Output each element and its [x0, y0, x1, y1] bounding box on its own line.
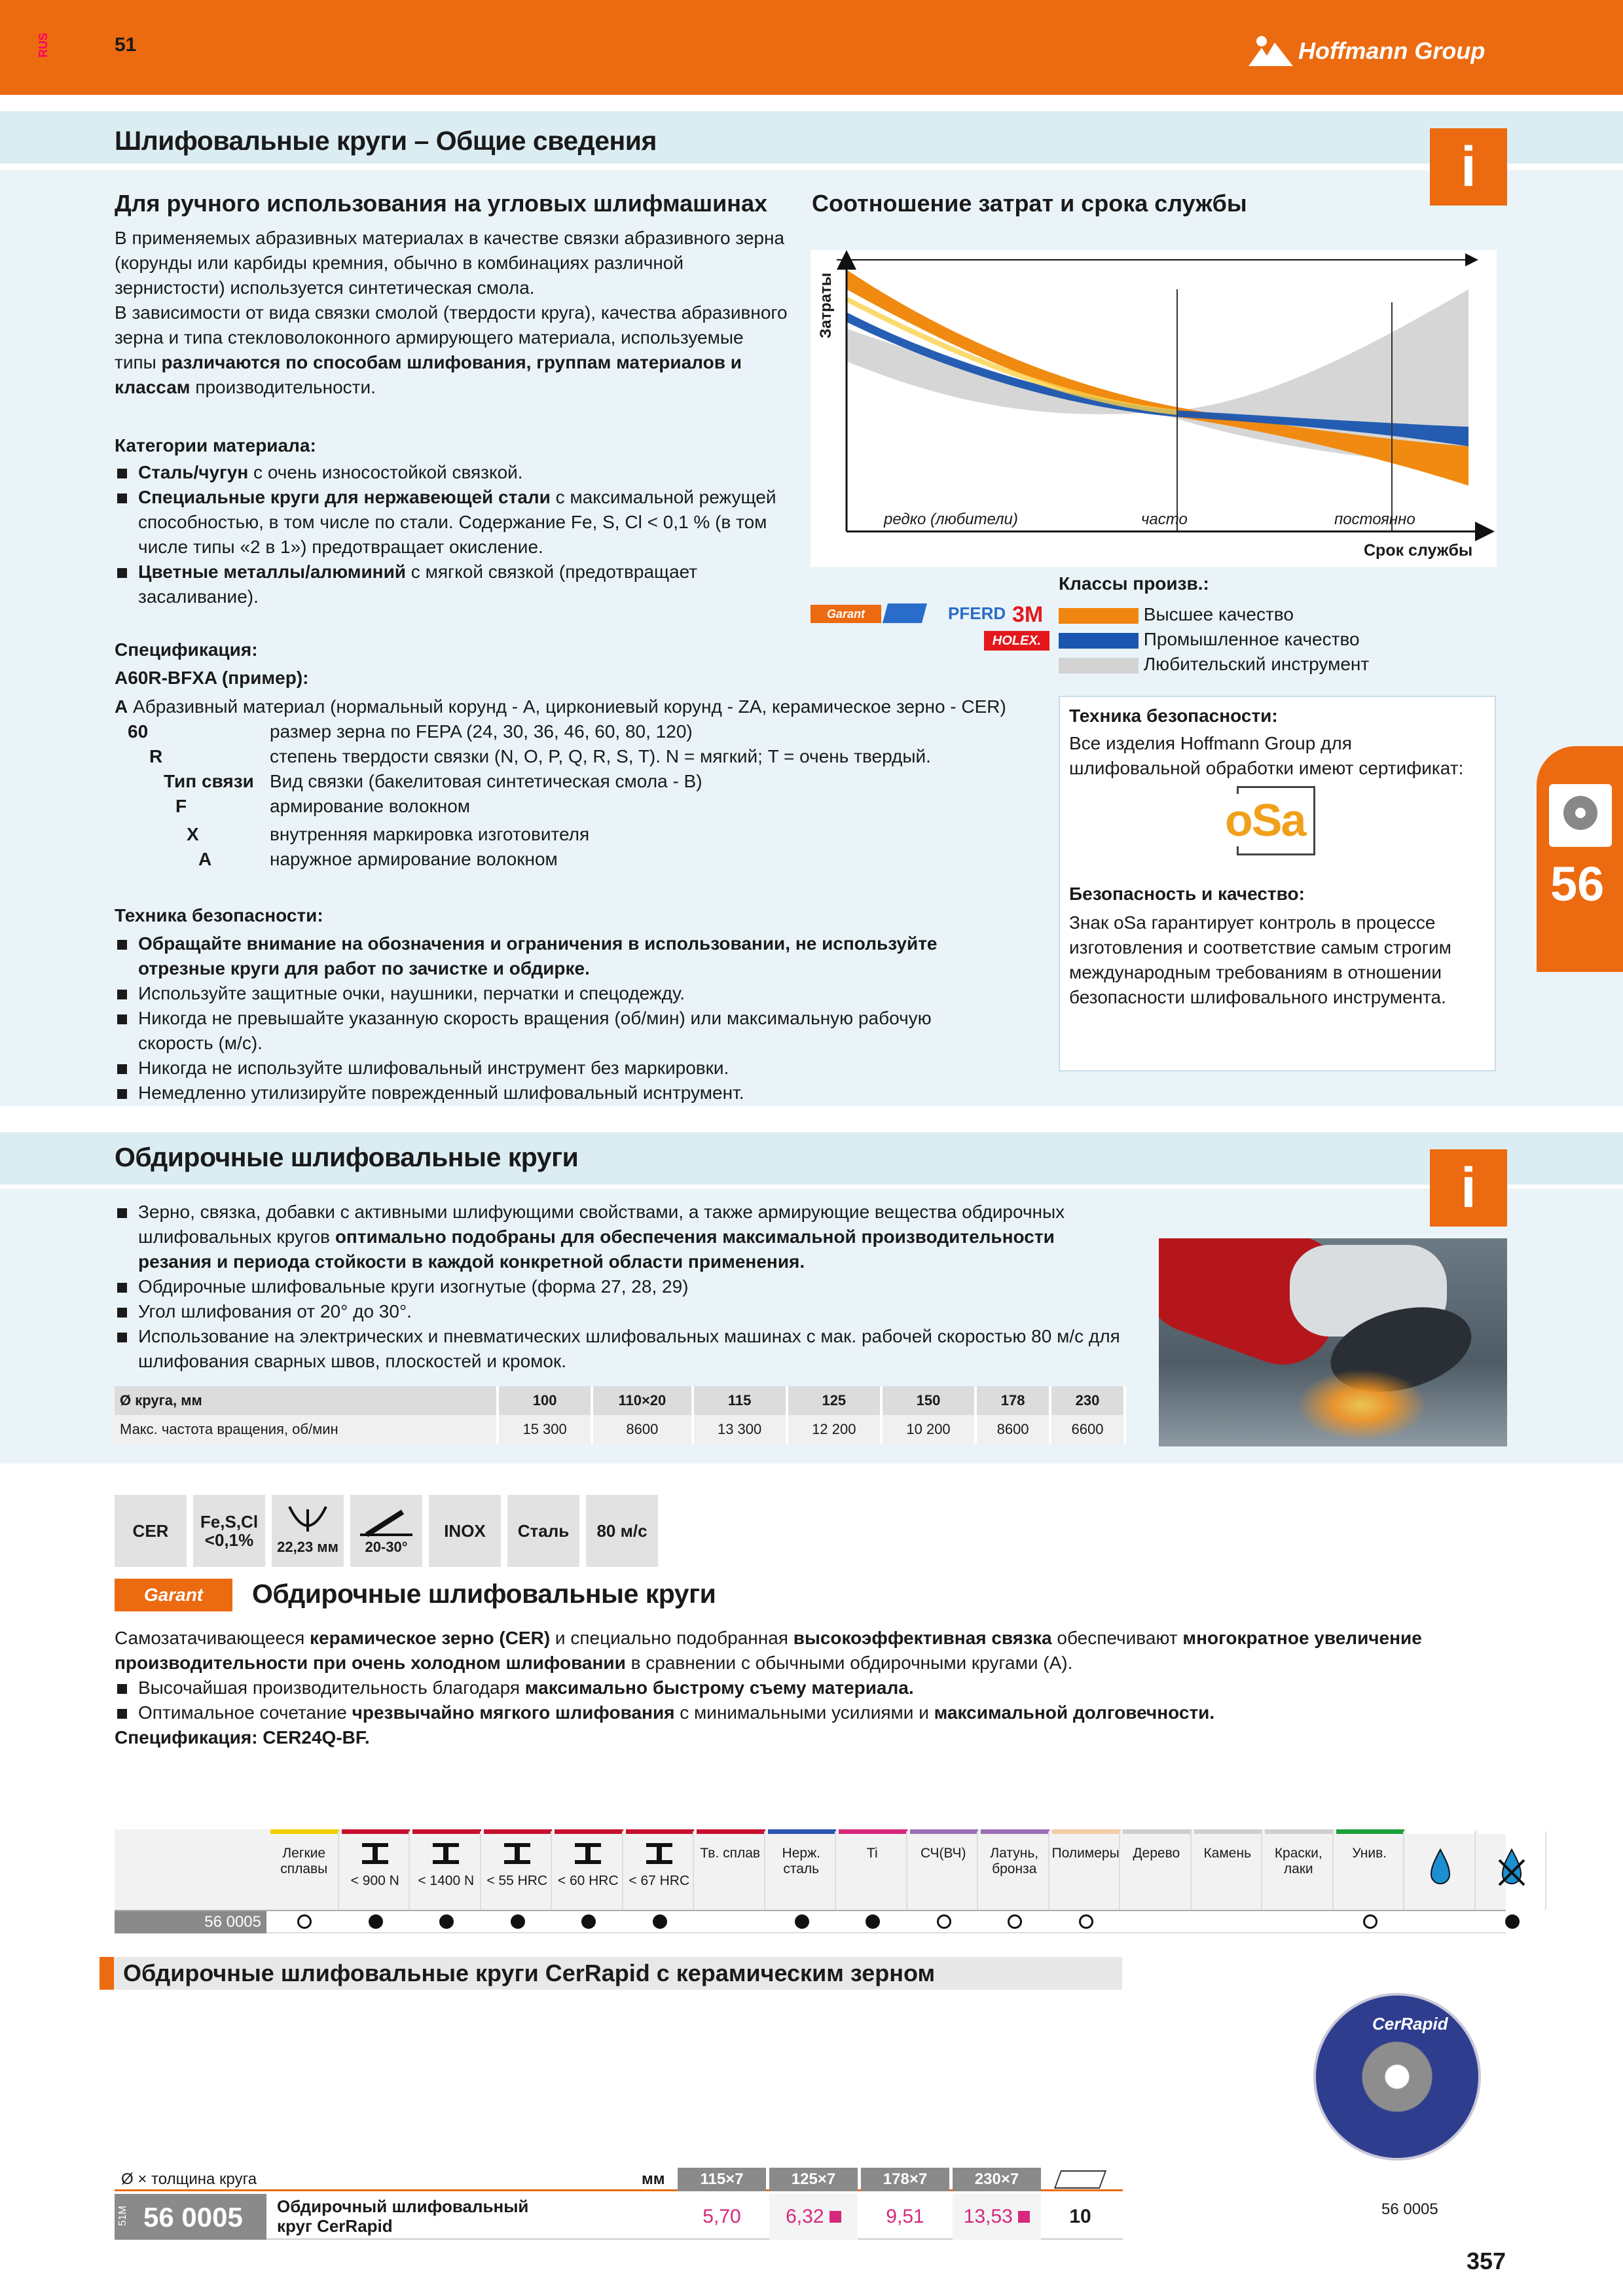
product-feature: [115, 1700, 1489, 1725]
conditionally-suitable-mark: [1363, 1914, 1377, 1929]
table-header: Ø круга, мм: [115, 1386, 498, 1415]
side-tab-number: 56: [1550, 857, 1605, 911]
safety-item: Немедленно утилизируйте поврежденный шлифовальный иснтрумент.: [115, 1081, 1031, 1105]
legend-industrial: [1059, 627, 1369, 652]
material-label: Унив.: [1352, 1846, 1387, 1861]
material-label: Легкие сплавы: [280, 1846, 328, 1876]
material-label: < 55 HRC: [486, 1873, 548, 1888]
price-cell: [769, 2194, 858, 2240]
chart-zone-often: часто: [1141, 511, 1188, 528]
material-label: Полимеры: [1051, 1846, 1120, 1861]
material-cell: [270, 1831, 339, 1910]
category-item: [115, 460, 789, 485]
material-cell: [981, 1831, 1049, 1910]
left-heading: Для ручного использования на угловых шлифмашинах: [115, 190, 768, 217]
hoffmann-logo-icon: [1247, 33, 1294, 69]
chart-zone-always: постоянно: [1334, 511, 1415, 528]
material-cell: [626, 1831, 695, 1910]
table-row: [115, 1386, 1125, 1415]
material-cell: [342, 1831, 410, 1910]
spec-text: армирование волокном: [270, 796, 471, 816]
material-label: < 67 HRC: [629, 1873, 690, 1888]
box-safety-title: Техника безопасности:: [1069, 706, 1278, 726]
safety-item: Обращайте внимание на обозначения и ограничения в использовании, не используйте отрезные круги для работ по зачистке и обдирке.: [115, 931, 998, 981]
info-icon: i: [1430, 128, 1507, 206]
dry-no-coolant-icon: [1478, 1847, 1546, 1890]
box-quality-text: Знак oSa гарантирует контроль в процессе изготовления и соответствие самым строгим международным требованиям в отношении безопасности шлифовального инструмента.: [1069, 912, 1451, 1007]
conditionally-suitable-mark: [1079, 1914, 1093, 1929]
angle-grinder-photo: [1159, 1238, 1507, 1446]
item-name: Обдирочный шлифовальный круг CerRapid: [277, 2197, 529, 2236]
table-cell: 13 300: [693, 1415, 787, 1444]
material-cell: [1265, 1831, 1334, 1910]
product-spec: Спецификация: CER24Q-BF.: [115, 1727, 370, 1748]
unit-label: мм: [642, 2170, 665, 2188]
product-desc-paragraph: [115, 1626, 1489, 1676]
spec-row: [115, 694, 1006, 719]
legend-swatch: [1059, 658, 1139, 673]
cost-chart: [811, 250, 1497, 567]
spec-text: Абразивный материал (нормальный корунд - A, циркониевый корунд - ZA, керамическое зерно - CER): [128, 696, 1006, 717]
chart-y-label: Затраты: [817, 272, 835, 338]
cerrapid-disc-image: [1313, 1993, 1481, 2161]
page-ref: 51: [115, 34, 137, 56]
low-contaminants-icon: Fe,S,Cl <0,1%: [193, 1495, 265, 1567]
spec-code: F: [175, 796, 187, 816]
osa-logo: [1224, 786, 1328, 858]
classes-title: Классы произв.:: [1059, 573, 1209, 594]
size-header: Ø × толщина круга: [121, 2170, 257, 2188]
speed-icon: 80 м/с: [586, 1495, 658, 1567]
steel-beam-icon: [412, 1840, 480, 1871]
table-cell: 15 300: [498, 1415, 592, 1444]
availability-icon: [830, 2211, 841, 2223]
safety-item: Никогда не используйте шлифовальный инструмент без маркировки.: [115, 1056, 1031, 1081]
item-number-cell: [115, 2194, 266, 2240]
spec-code: A: [115, 696, 128, 717]
material-cell: [484, 1831, 553, 1910]
holex-logo: HOLEX.: [984, 631, 1049, 651]
spec-code: A: [198, 849, 212, 869]
d1a: Самозатачивающееся: [115, 1628, 310, 1648]
legend-swatch: [1059, 633, 1139, 649]
spec-text: степень твердости связки (N, O, P, Q, R, S, T). N = мягкий; T = очень твердый.: [270, 746, 931, 766]
material-label: < 1400 N: [418, 1873, 475, 1888]
chart-heading: Соотношение затрат и срока службы: [812, 190, 1247, 217]
material-label: < 60 HRC: [557, 1873, 619, 1888]
material-cell: [697, 1831, 765, 1910]
order-row[interactable]: [115, 2194, 1123, 2240]
material-cell: [1123, 1831, 1192, 1910]
material-cell: [1194, 1831, 1263, 1910]
price: 13,53: [963, 2206, 1013, 2227]
table-row: [115, 1415, 1125, 1444]
table-cell: 115: [693, 1386, 787, 1415]
cat3-text: с мягкой связкой (предотвращает засаливание).: [138, 562, 698, 607]
spec-example: A60R-BFXA (пример):: [115, 668, 309, 688]
order-table-header: [115, 2168, 1123, 2191]
box-safety-text: Все изделия Hoffmann Group для шлифовальной обработки имеют сертификат:: [1069, 733, 1464, 778]
catalog-prefix: 51M: [117, 2206, 128, 2227]
table-cell: 10 200: [881, 1415, 976, 1444]
spec-text: Вид связки (бакелитовая синтетическая смола - B): [270, 771, 702, 791]
d1c: и специально подобранная: [550, 1628, 793, 1648]
material-label: Тв. сплав: [700, 1846, 761, 1861]
table-cell: 125: [787, 1386, 881, 1415]
table-cell: 150: [881, 1386, 976, 1415]
category-item: [115, 560, 789, 609]
box-quality-title: Безопасность и качество:: [1069, 884, 1305, 904]
material-cell: [1336, 1831, 1405, 1910]
d3a: Оптимальное сочетание: [138, 1702, 352, 1723]
tyrolit-logo: [883, 603, 927, 623]
material-code: 56 0005: [115, 1911, 266, 1933]
product-title: Обдирочные шлифовальные круги: [252, 1579, 716, 1609]
section3-title: Обдирочные шлифовальные круги CerRapid с керамическим зерном: [123, 1960, 936, 1986]
cat1-bold: Сталь/чугун: [138, 462, 249, 482]
intro-paragraph-1: В применяемых абразивных материалах в качестве связки абразивного зерна (корунды или карбиды кремния, обычно в комбинациях различной зернистости) используется синтетическая смола.: [115, 228, 785, 298]
availability-icon: [1018, 2211, 1030, 2223]
price: 5,70: [702, 2206, 741, 2227]
table-cell: 100: [498, 1386, 592, 1415]
section2-title: Обдирочные шлифовальные круги: [115, 1142, 579, 1172]
price-cell: [678, 2194, 766, 2240]
size-col: 230×7: [953, 2168, 1041, 2191]
feature-item: Обдирочные шлифовальные круги изогнутые (форма 27, 28, 29): [115, 1274, 1123, 1299]
grinding-angle-label: 20-30°: [365, 1539, 408, 1555]
spec-code: X: [187, 824, 199, 844]
osa-text: oSa: [1225, 795, 1305, 846]
material-matrix-row: [115, 1911, 1506, 1933]
side-code: RUS: [37, 33, 50, 58]
pferd-logo: PFERD: [948, 603, 1006, 623]
material-label: Нерж. сталь: [782, 1846, 820, 1876]
suitable-mark: [795, 1914, 809, 1929]
table-cell: 8600: [592, 1415, 692, 1444]
d1g: в сравнении с обычными обдирочными кругами (A).: [625, 1653, 1073, 1673]
cat2-bold: Специальные круги для нержавеющей стали: [138, 487, 551, 507]
item-number: 56 0005: [143, 2202, 243, 2233]
inox-icon: INOX: [429, 1495, 501, 1567]
table-cell: 230: [1050, 1386, 1125, 1415]
intro2-c: производительности.: [190, 377, 376, 397]
material-label: Камень: [1203, 1846, 1252, 1861]
feature-item: Использование на электрических и пневматических шлифовальных машинах с мак. рабочей скоростью 80 м/с для шлифования сварных швов, плоскостей и кромок.: [115, 1324, 1123, 1374]
pack-qty: 10: [1069, 2206, 1091, 2227]
material-cell: [1407, 1831, 1476, 1910]
conditionally-suitable-mark: [937, 1914, 951, 1929]
suitable-mark: [369, 1914, 383, 1929]
size-col: 115×7: [678, 2168, 766, 2191]
d1e: обеспечивают: [1051, 1628, 1183, 1648]
product-feature: [115, 1676, 1489, 1700]
section1-bottom-band: [0, 164, 1623, 170]
feature-item: Угол шлифования от 20° до 30°.: [115, 1299, 1123, 1324]
material-cell: [839, 1831, 907, 1910]
material-cell: [1052, 1831, 1121, 1910]
suitable-mark: [1505, 1914, 1520, 1929]
category-item: [115, 485, 789, 560]
page-number: 357: [1467, 2248, 1506, 2274]
grinding-disc-icon: [1549, 784, 1612, 847]
bore-diameter-label: 22,23 мм: [277, 1539, 338, 1555]
garant-logo: Garant: [811, 605, 881, 623]
spec-title: Спецификация:: [115, 639, 258, 660]
material-label: СЧ(ВЧ): [920, 1846, 966, 1861]
material-cell: [555, 1831, 623, 1910]
material-cell: [768, 1831, 837, 1910]
categories-title: Категории материала:: [115, 435, 316, 456]
table-cell: 6600: [1050, 1415, 1125, 1444]
material-cell: [910, 1831, 979, 1910]
spec-code: 60: [128, 721, 149, 742]
steel-beam-icon: [342, 1840, 409, 1871]
safety-item: Никогда не превышайте указанную скорость вращения (об/мин) или максимальную рабочую скорость (м/с).: [115, 1006, 966, 1056]
material-label: Краски, лаки: [1274, 1846, 1322, 1876]
material-label: < 900 N: [350, 1873, 399, 1888]
d3c: с минимальными усилиями и: [674, 1702, 934, 1723]
brand-name: Hoffmann Group: [1298, 37, 1486, 64]
d3d: максимальной долговечности.: [934, 1702, 1215, 1723]
3m-logo: 3M: [1012, 602, 1044, 627]
intro2-a: В зависимости от вида связки смолой (твердости круга), качества абразивного зерна и типа стекловолоконного армирующего материала, используемые типы: [115, 302, 788, 372]
chart-x-label: Срок службы: [1364, 541, 1473, 560]
table-cell: 110×20: [592, 1386, 692, 1415]
material-label: Латунь, бронза: [990, 1846, 1039, 1876]
speed-table: [115, 1386, 1126, 1444]
classes-legend: [1059, 602, 1369, 677]
steel-icon: Сталь: [507, 1495, 579, 1567]
cer-icon: CER: [115, 1495, 187, 1567]
suitable-mark: [511, 1914, 525, 1929]
spec-text: наружное армирование волокном: [270, 849, 558, 869]
d3b: чрезвычайно мягкого шлифования: [352, 1702, 675, 1723]
feature1-a: Зерно, связка, добавки с активными шлифующими свойствами, а также армирующие вещества обдирочных шлифовальных кругов: [138, 1202, 1065, 1247]
coolant-drop-icon: [1407, 1847, 1474, 1890]
section1-title: Шлифовальные круги – Общие сведения: [115, 126, 657, 156]
legend-label: Любительский инструмент: [1143, 654, 1370, 674]
brand-logo: [1247, 31, 1509, 71]
spec-text: внутренняя маркировка изготовителя: [270, 824, 590, 844]
grinding-angle-icon: [350, 1495, 422, 1567]
size-col: 178×7: [861, 2168, 949, 2191]
bore-diameter-icon: [272, 1495, 344, 1567]
material-cell: [1478, 1831, 1547, 1910]
intro2-b: различаются по способам шлифования, группам материалов и классам: [115, 352, 742, 397]
safety-item: Используйте защитные очки, наушники, перчатки и спецодежду.: [115, 981, 1031, 1006]
chart-zone-rare: редко (любители): [884, 511, 1018, 528]
material-cell: [412, 1831, 481, 1910]
legend-label: Высшее качество: [1143, 604, 1294, 624]
table-header: Макс. частота вращения, об/мин: [115, 1415, 498, 1444]
cat2-text: с максимальной режущей способностью, в том числе по стали. Содержание Fe, S, Cl < 0,1 % (в том числе типы «2 в 1») предотвращает окисление.: [138, 487, 776, 557]
section2-bullets: [115, 1200, 1123, 1374]
safety-box: [1059, 696, 1496, 1071]
steel-beam-icon: [626, 1840, 693, 1871]
safety-title: Техника безопасности:: [115, 905, 323, 925]
spec-code: Тип связи: [164, 771, 254, 791]
material-label: Ti: [866, 1846, 878, 1861]
cat3-bold: Цветные металлы/алюминий: [138, 562, 407, 582]
categories-list: [115, 460, 789, 609]
package-icon: [1054, 2170, 1106, 2189]
legend-premium: [1059, 602, 1369, 627]
safety-list: [115, 931, 1031, 1105]
steel-beam-icon: [555, 1840, 622, 1871]
table-cell: 12 200: [787, 1415, 881, 1444]
feature-item: [115, 1200, 1123, 1274]
spec-code: R: [149, 746, 163, 766]
cat1-text: с очень износостойкой связкой.: [248, 462, 523, 482]
feature1-b: оптимально подобраны для обеспечения максимальной производительности резания и периода стойкости в каждой конкретной области применения.: [138, 1227, 1055, 1272]
material-label: Дерево: [1133, 1846, 1180, 1861]
price-cell: [861, 2194, 949, 2240]
d2a: Высочайшая производительность благодаря: [138, 1677, 525, 1698]
d1d: высокоэффективная связка: [793, 1628, 1052, 1648]
brand-logos: [811, 602, 1053, 655]
price-cell: [953, 2194, 1041, 2240]
d2b: максимально быстрому съему материала.: [524, 1677, 914, 1698]
disc-brand-text: CerRapid: [1372, 2014, 1448, 2034]
product-description: [115, 1626, 1489, 1750]
suitable-mark: [653, 1914, 667, 1929]
table-cell: 8600: [976, 1415, 1050, 1444]
legend-label: Промышленное качество: [1143, 629, 1360, 649]
price: 6,32: [786, 2206, 824, 2227]
price: 9,51: [886, 2206, 924, 2227]
spec-text: размер зерна по FEPA (24, 30, 36, 46, 60, 80, 120): [270, 721, 693, 742]
garant-logo: Garant: [115, 1579, 232, 1611]
size-col: 125×7: [769, 2168, 858, 2191]
steel-beam-icon: [484, 1840, 551, 1871]
legend-amateur: [1059, 652, 1369, 677]
intro-paragraph-2: [115, 300, 789, 400]
d1b: керамическое зерно (CER): [310, 1628, 551, 1648]
intro-text: [115, 226, 789, 400]
disc-image-caption: 56 0005: [1381, 2200, 1438, 2218]
d1f: многократное увеличение производительности при очень холодном шлифовании: [115, 1628, 1422, 1673]
legend-swatch: [1059, 608, 1139, 624]
table-cell: 178: [976, 1386, 1050, 1415]
info-icon: i: [1430, 1149, 1507, 1227]
